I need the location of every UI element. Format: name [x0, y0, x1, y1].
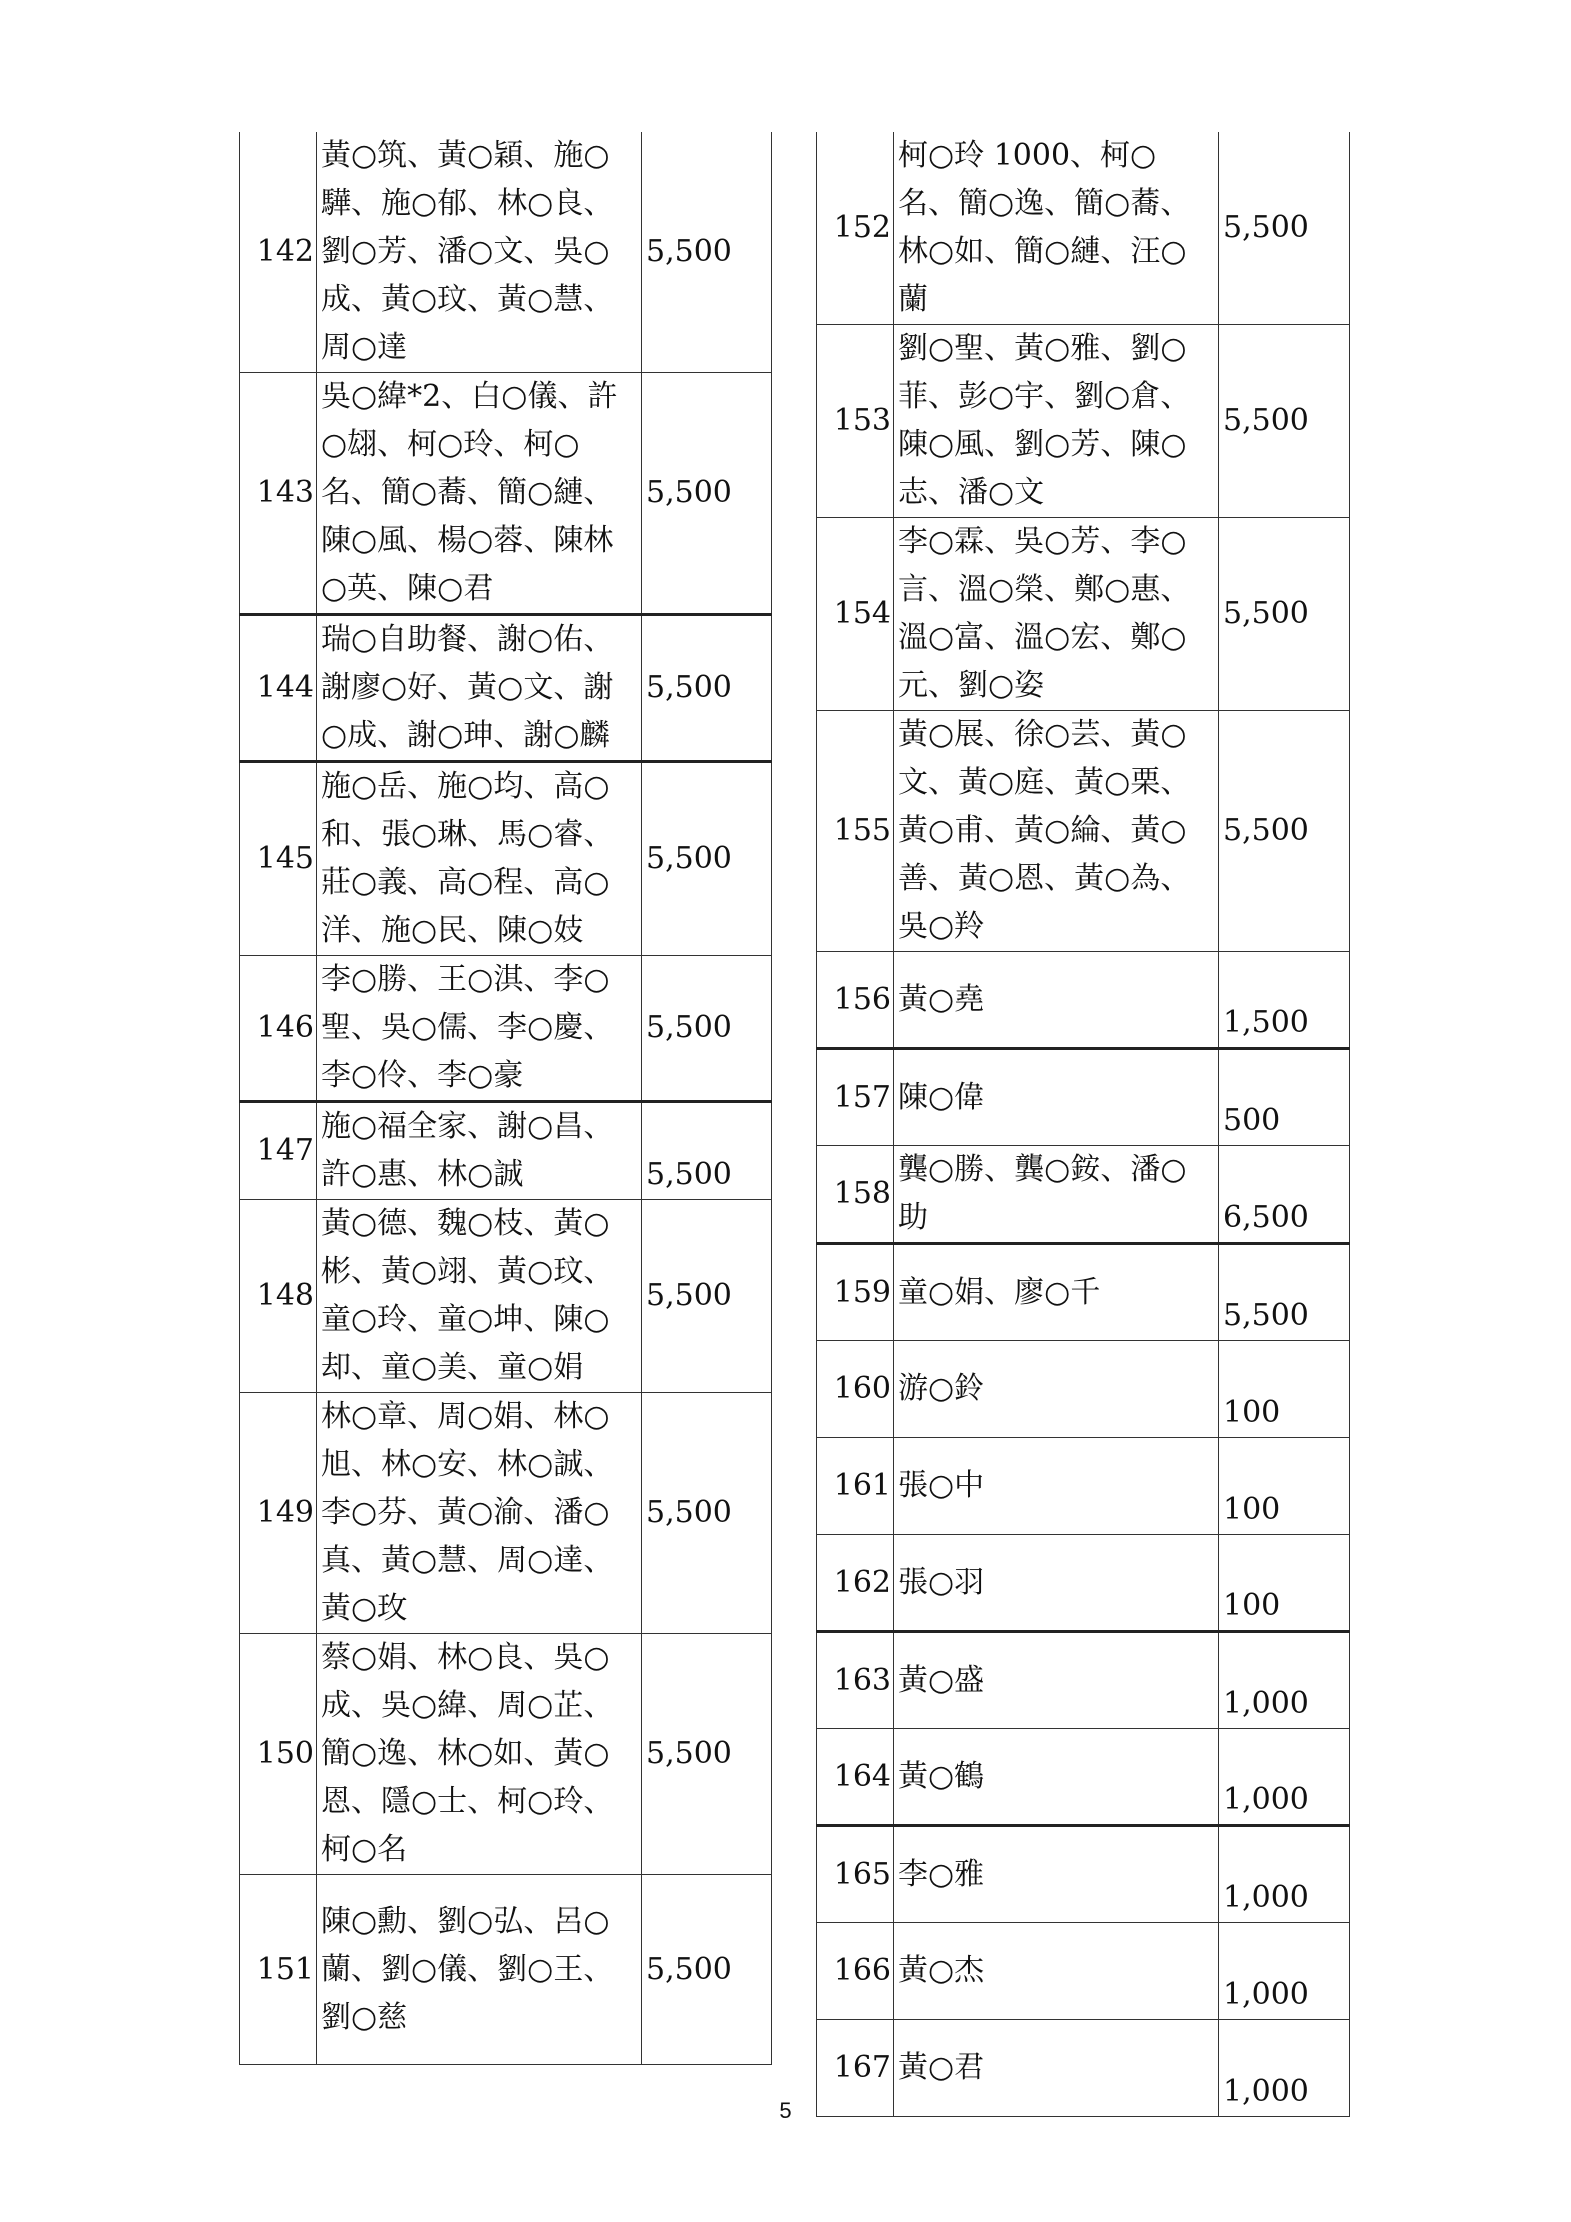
- donation-amount: 5,500: [642, 615, 772, 762]
- table-row: [817, 325, 1350, 518]
- row-number: 155: [817, 711, 894, 952]
- donation-amount: 5,500: [1219, 1244, 1350, 1341]
- donor-names: 李○霖、吳○芳、李○言、溫○榮、鄭○惠、溫○富、溫○宏、鄭○元、劉○姿: [894, 518, 1219, 711]
- table-row: [240, 132, 772, 373]
- row-number: 150: [240, 1634, 317, 1875]
- donation-amount: 500: [1219, 1049, 1350, 1146]
- table-row: [817, 1438, 1350, 1535]
- donation-amount: 5,500: [642, 762, 772, 956]
- donation-amount: 6,500: [1219, 1146, 1350, 1244]
- donor-names: 陳○偉: [894, 1049, 1219, 1146]
- donor-names: 劉○聖、黃○雅、劉○菲、彭○宇、劉○倉、陳○風、劉○芳、陳○志、潘○文: [894, 325, 1219, 518]
- row-number: 147: [240, 1102, 317, 1200]
- table-row: [817, 1729, 1350, 1826]
- table-row: [240, 1200, 772, 1393]
- table-row: [817, 1535, 1350, 1632]
- table-row: [817, 952, 1350, 1049]
- donor-names: 陳○勳、劉○弘、呂○蘭、劉○儀、劉○王、劉○慈: [317, 1875, 642, 2065]
- donor-names: 游○鈴: [894, 1341, 1219, 1438]
- donation-amount: 100: [1219, 1438, 1350, 1535]
- donor-names: 龔○勝、龔○銨、潘○助: [894, 1146, 1219, 1244]
- row-number: 143: [240, 373, 317, 615]
- donation-amount: 5,500: [642, 1875, 772, 2065]
- donor-names: 吳○緯*2、白○儀、許○翃、柯○玲、柯○名、簡○蕎、簡○縺、陳○風、楊○蓉、陳林○英、陳○君: [317, 373, 642, 615]
- donor-names: 施○福全家、謝○昌、許○惠、林○誠: [317, 1102, 642, 1200]
- row-number: 157: [817, 1049, 894, 1146]
- donor-names: 瑞○自助餐、謝○佑、謝廖○好、黃○文、謝○成、謝○珅、謝○麟: [317, 615, 642, 762]
- row-number: 142: [240, 132, 317, 373]
- donor-names: 黃○鶴: [894, 1729, 1219, 1826]
- donation-amount: 5,500: [642, 956, 772, 1102]
- donor-names: 黃○堯: [894, 952, 1219, 1049]
- donation-amount: 1,000: [1219, 2020, 1350, 2117]
- donor-names: 黃○杰: [894, 1923, 1219, 2020]
- row-number: 151: [240, 1875, 317, 2065]
- donation-amount: 5,500: [642, 1634, 772, 1875]
- donation-amount: 1,000: [1219, 1923, 1350, 2020]
- table-row: [240, 373, 772, 615]
- table-row: [240, 615, 772, 762]
- donation-amount: 1,500: [1219, 952, 1350, 1049]
- donor-names: 黃○展、徐○芸、黃○文、黃○庭、黃○栗、黃○甫、黃○綸、黃○善、黃○恩、黃○為、吳○羚: [894, 711, 1219, 952]
- donor-names: 張○羽: [894, 1535, 1219, 1632]
- table-row: [817, 1049, 1350, 1146]
- donation-amount: 5,500: [642, 1200, 772, 1393]
- table-row: [817, 1146, 1350, 1244]
- table-row: [817, 1341, 1350, 1438]
- donor-names: 李○雅: [894, 1826, 1219, 1923]
- row-number: 152: [817, 132, 894, 325]
- table-row: [817, 1826, 1350, 1923]
- row-number: 146: [240, 956, 317, 1102]
- donation-amount: 5,500: [642, 373, 772, 615]
- row-number: 163: [817, 1632, 894, 1729]
- table-row: [240, 956, 772, 1102]
- table-row: [817, 132, 1350, 325]
- table-row: [817, 1923, 1350, 2020]
- donor-names: 李○勝、王○淇、李○聖、吳○儒、李○慶、李○伶、李○豪: [317, 956, 642, 1102]
- row-number: 153: [817, 325, 894, 518]
- donation-amount: 5,500: [642, 1393, 772, 1634]
- table-row: [240, 1102, 772, 1200]
- row-number: 154: [817, 518, 894, 711]
- donation-amount: 5,500: [1219, 711, 1350, 952]
- donation-amount: 1,000: [1219, 1826, 1350, 1923]
- donation-amount: 5,500: [1219, 132, 1350, 325]
- page-number: 5: [779, 2098, 792, 2123]
- row-number: 164: [817, 1729, 894, 1826]
- donor-names: 張○中: [894, 1438, 1219, 1535]
- row-number: 167: [817, 2020, 894, 2117]
- table-row: [817, 711, 1350, 952]
- donation-amount: 5,500: [1219, 518, 1350, 711]
- donation-amount: 5,500: [642, 1102, 772, 1200]
- donor-names: 黃○德、魏○枝、黃○彬、黃○翊、黃○玟、童○玲、童○坤、陳○却、童○美、童○娟: [317, 1200, 642, 1393]
- table-row: [240, 1393, 772, 1634]
- donation-amount: 100: [1219, 1341, 1350, 1438]
- donor-names: 施○岳、施○均、高○和、張○琳、馬○睿、莊○義、高○程、高○洋、施○民、陳○妓: [317, 762, 642, 956]
- donation-amount: 5,500: [642, 132, 772, 373]
- row-number: 158: [817, 1146, 894, 1244]
- donor-names: 蔡○娟、林○良、吳○成、吳○緯、周○芷、簡○逸、林○如、黃○恩、隱○士、柯○玲、柯○名: [317, 1634, 642, 1875]
- table-row: [817, 1244, 1350, 1341]
- donor-names: 黃○盛: [894, 1632, 1219, 1729]
- donor-names: 黃○筑、黃○穎、施○驊、施○郁、林○良、劉○芳、潘○文、吳○成、黃○玟、黃○慧、周○達: [317, 132, 642, 373]
- donor-names: 童○娟、廖○千: [894, 1244, 1219, 1341]
- table-row: [817, 518, 1350, 711]
- donation-amount: 1,000: [1219, 1632, 1350, 1729]
- row-number: 156: [817, 952, 894, 1049]
- donation-amount: 100: [1219, 1535, 1350, 1632]
- donor-names: 黃○君: [894, 2020, 1219, 2117]
- table-row: [817, 1632, 1350, 1729]
- row-number: 165: [817, 1826, 894, 1923]
- donation-table-left: [239, 132, 772, 2065]
- row-number: 149: [240, 1393, 317, 1634]
- row-number: 148: [240, 1200, 317, 1393]
- row-number: 161: [817, 1438, 894, 1535]
- row-number: 145: [240, 762, 317, 956]
- row-number: 159: [817, 1244, 894, 1341]
- row-number: 144: [240, 615, 317, 762]
- row-number: 162: [817, 1535, 894, 1632]
- donation-table-right: [816, 132, 1350, 2117]
- donor-names: 柯○玲 1000、柯○名、簡○逸、簡○蕎、林○如、簡○縺、汪○蘭: [894, 132, 1219, 325]
- donation-amount: 5,500: [1219, 325, 1350, 518]
- donation-amount: 1,000: [1219, 1729, 1350, 1826]
- donor-names: 林○章、周○娟、林○旭、林○安、林○誠、李○芬、黃○渝、潘○真、黃○慧、周○達、黃○玫: [317, 1393, 642, 1634]
- table-row: [240, 762, 772, 956]
- row-number: 160: [817, 1341, 894, 1438]
- table-row: [240, 1875, 772, 2065]
- row-number: 166: [817, 1923, 894, 2020]
- table-row: [240, 1634, 772, 1875]
